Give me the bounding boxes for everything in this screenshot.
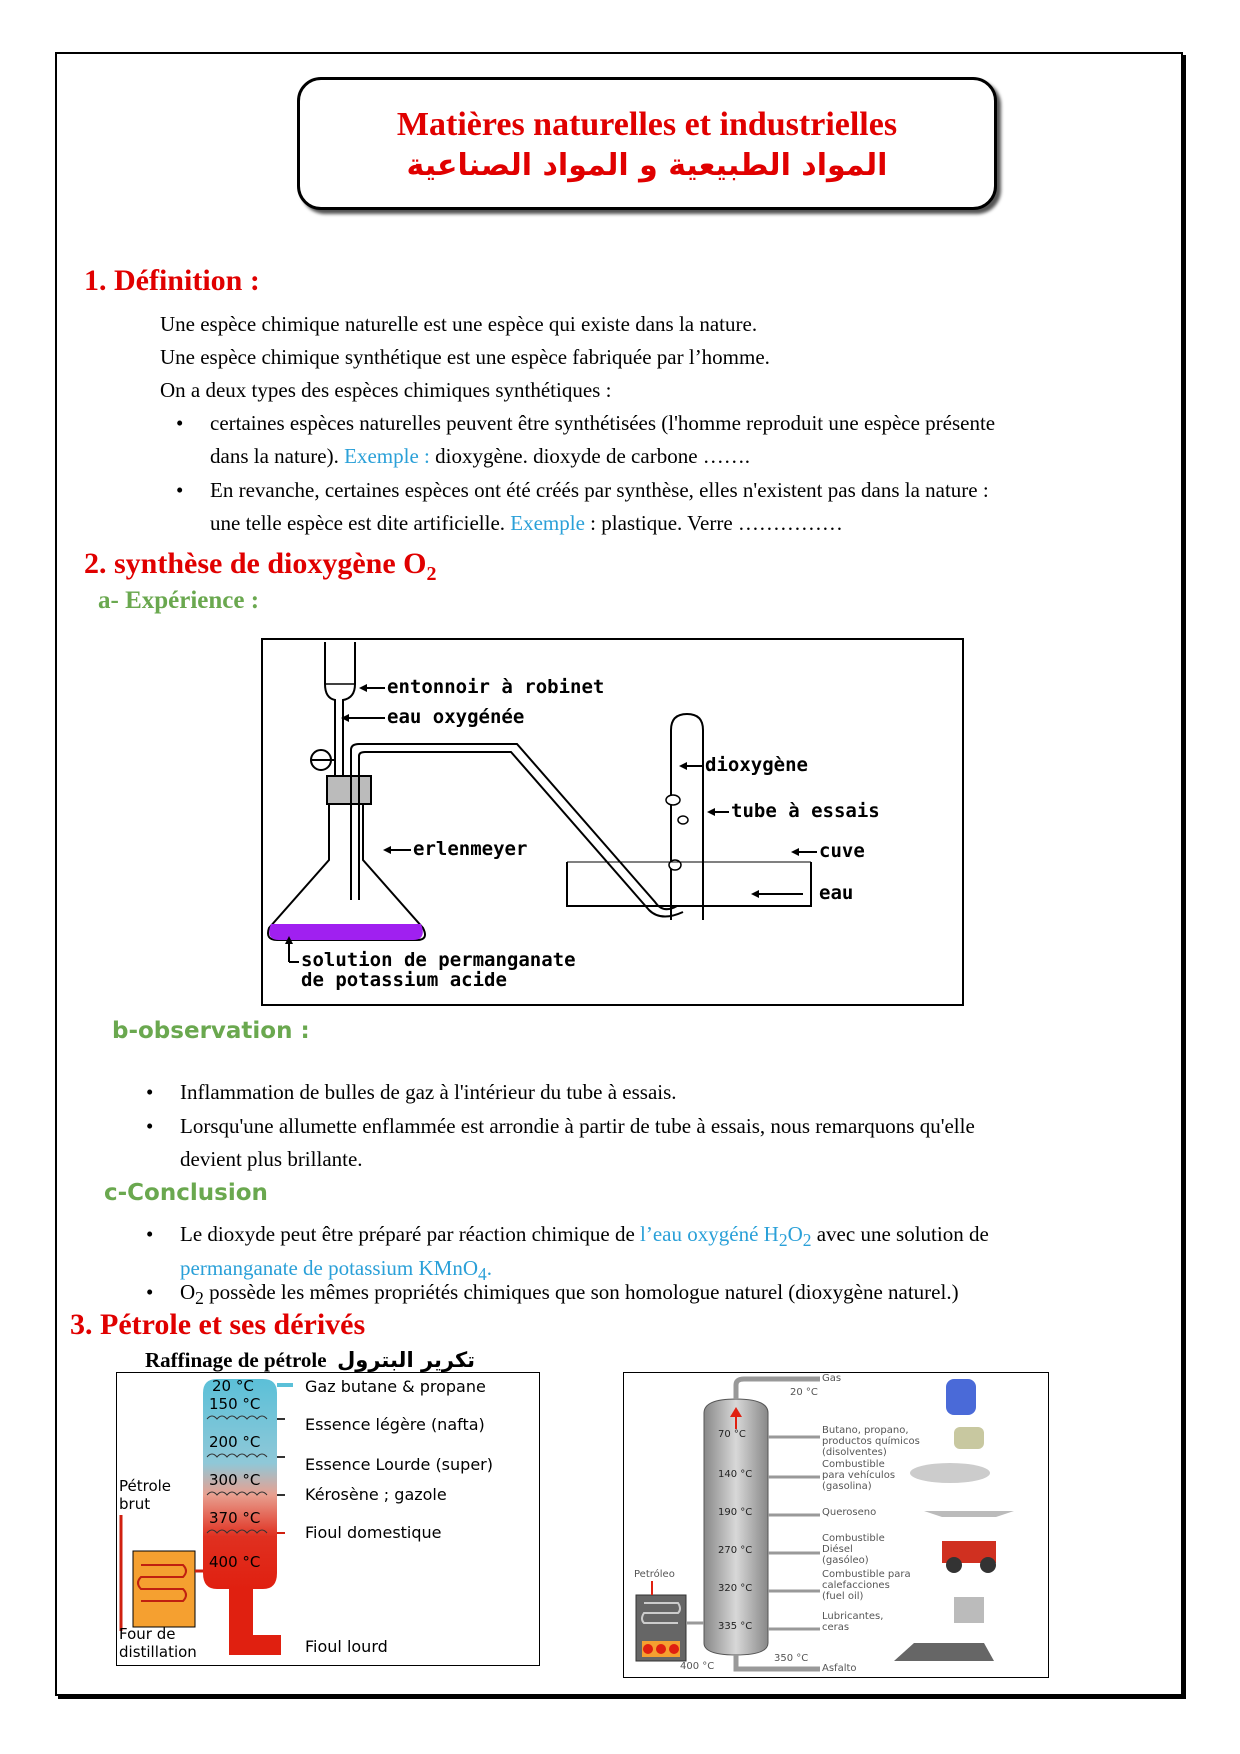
right-product-butane: Butano, propano, productos químicos (disolventes) — [822, 1425, 920, 1458]
bullet2-line1: En revanche, certaines espèces ont été créés par synthèse, elles n'existent pas dans la nature : — [210, 478, 989, 502]
right-input-petroleo: Petróleo — [634, 1569, 675, 1580]
refining-caption: Raffinage de pétrole تكرير البترول — [145, 1348, 476, 1372]
experiment-diagram — [261, 638, 964, 1006]
title-arabic: المواد الطبيعية و المواد الصناعية — [406, 148, 888, 183]
title-french: Matières naturelles et industrielles — [396, 106, 898, 143]
section2-heading: 2. synthèse de dioxygène $O_2$ — [84, 547, 437, 585]
right-product-gasoline: Combustible para vehículos (gasolina) — [822, 1459, 896, 1492]
right-temp-70: 70 °C — [718, 1429, 746, 1440]
right-product-lubricants: Lubricantes, ceras — [822, 1611, 884, 1633]
furnace-label: Four de distillation — [119, 1625, 197, 1661]
temp-200: 200 °C — [209, 1433, 261, 1451]
label-test-tube: tube à essais — [731, 800, 880, 822]
sub-heading-a: a- Expérience : — [98, 587, 260, 614]
right-product-asphalt: Asfalto — [822, 1663, 857, 1674]
section1-heading: 1. Définition : — [84, 264, 260, 297]
bullet1-line2: dans la nature). Exemple : dioxygène. dioxyde de carbone ……. — [210, 444, 751, 468]
definition-line-2: Une espèce chimique synthétique est une espèce fabriquée par l’homme. — [160, 345, 770, 369]
right-product-kerosene: Queroseno — [822, 1507, 877, 1518]
product-heavy-essence: Essence Lourde (super) — [305, 1455, 493, 1474]
product-light-essence: Essence légère (nafta) — [305, 1415, 485, 1434]
label-water: eau — [819, 882, 854, 904]
label-solution: solution de permanganate de potassium acide — [301, 949, 576, 991]
right-top-temp: 20 °C — [790, 1387, 818, 1398]
product-heavy-fuel: Fioul lourd — [305, 1637, 388, 1656]
right-temp-270: 270 °C — [718, 1545, 753, 1556]
right-temp-320: 320 °C — [718, 1583, 753, 1594]
right-bottom-temp-right: 350 °C — [774, 1653, 809, 1664]
bullet-item-1: • certaines espèces naturelles peuvent être synthétisées (l'homme reproduit une espèce présente dans la nature). Exemple : dioxygène. dioxyde de carbone ……. — [210, 407, 1170, 473]
label-erlenmeyer: erlenmeyer — [413, 838, 528, 860]
right-product-gas: Gas — [822, 1373, 842, 1384]
example-label: Exemple — [510, 511, 585, 535]
conclusion-1: • Le dioxyde peut être préparé par réaction chimique de l’eau oxygéné $H_2O_2$ avec une solution de permanganate de potassium KMnO$_4$. — [146, 1222, 989, 1285]
section3-heading: 3. Pétrole et ses dérivés — [70, 1308, 366, 1341]
label-cuve: cuve — [819, 840, 865, 862]
right-temp-335: 335 °C — [718, 1621, 753, 1632]
product-kerosene: Kérosène ; gazole — [305, 1485, 447, 1504]
sub-heading-b: b-observation : — [112, 1018, 310, 1044]
product-gas: Gaz butane & propane — [305, 1377, 486, 1396]
observation-1: • Inflammation de bulles de gaz à l'intérieur du tube à essais. — [146, 1080, 677, 1104]
refining-diagram-left — [116, 1372, 540, 1666]
temp-20: 20 °C — [212, 1377, 254, 1395]
bullet-item-2: • En revanche, certaines espèces ont été créés par synthèse, elles n'existent pas dans la nature : une telle espèce est dite artificielle. Exemple : plastique. Verre …………… — [210, 474, 1170, 540]
conclusion-2: • $O_2$ possède les mêmes propriétés chimiques que son homologue naturel (dioxygène naturel.) — [146, 1280, 959, 1309]
product-domestic-fuel: Fioul domestique — [305, 1523, 442, 1542]
temp-150: 150 °C — [209, 1395, 261, 1413]
temp-400: 400 °C — [209, 1553, 261, 1571]
title-box — [297, 77, 997, 210]
bullet2-line2: une telle espèce est dite artificielle. Exemple : plastique. Verre …………… — [210, 511, 843, 535]
right-temp-190: 190 °C — [718, 1507, 753, 1518]
label-funnel: entonnoir à robinet — [387, 676, 605, 698]
label-h2o2: eau oxygénée — [387, 706, 525, 728]
right-bottom-temp-left: 400 °C — [680, 1661, 715, 1672]
temp-370: 370 °C — [209, 1509, 261, 1527]
label-dioxygen: dioxygène — [705, 754, 808, 776]
refining-diagram-right — [623, 1372, 1049, 1678]
definition-line-3: On a deux types des espèces chimiques synthétiques : — [160, 378, 612, 402]
observation-2: • Lorsqu'une allumette enflammée est arrondie à partir de tube à essais, nous remarquons qu'elle devient plus brillante. — [146, 1114, 975, 1171]
temp-300: 300 °C — [209, 1471, 261, 1489]
input-crude-oil: Pétrole brut — [119, 1477, 172, 1513]
sub-heading-c: c-Conclusion — [104, 1180, 268, 1206]
right-temp-140: 140 °C — [718, 1469, 753, 1480]
right-product-diesel: Combustible Diésel (gasóleo) — [822, 1533, 885, 1566]
right-product-fuel-oil: Combustible para calefacciones (fuel oil) — [822, 1569, 911, 1602]
definition-line-1: Une espèce chimique naturelle est une espèce qui existe dans la nature. — [160, 312, 758, 336]
example-label: Exemple : — [344, 444, 430, 468]
bullet1-line1: certaines espèces naturelles peuvent être synthétisées (l'homme reproduit une espèce présente — [210, 411, 996, 435]
